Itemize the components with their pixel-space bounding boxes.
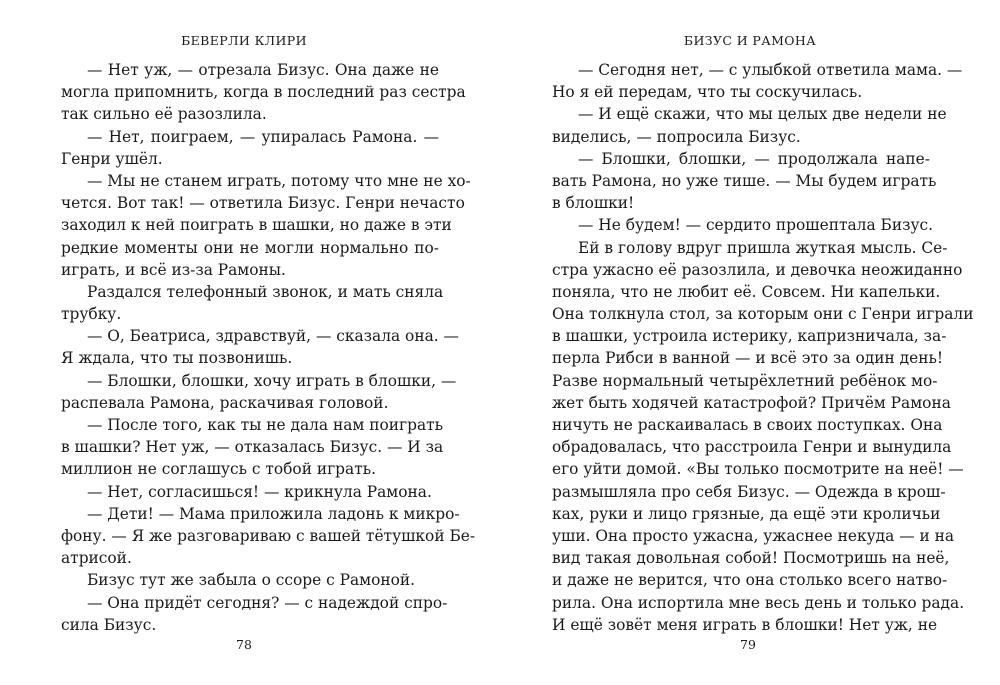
text-line: Но я ей передам, что ты соскучилась. <box>552 83 863 102</box>
text-line: распевала Рамона, раскачивая головой. <box>61 393 389 412</box>
text-line: поняла, что не любит её. Совсем. Ни капельки. <box>552 282 941 301</box>
text-line: и даже не верится, что она столько всего натво- <box>552 571 948 590</box>
text-line: Я ждала, что ты позвонишь. <box>61 349 293 368</box>
text-line: Ей в голову вдруг пришла жуткая мысль. Се- <box>578 238 948 257</box>
text-line: — Дети! — Мама приложила ладонь к микро- <box>87 504 460 523</box>
text-line: — После того, как ты не дала нам поиграть <box>87 416 444 434</box>
text-line: — Блошки, блошки, — продолжала напе- <box>578 149 930 168</box>
text-line: стра ужасно её разозлила, и девочка неожиданно <box>552 260 963 279</box>
text-line: так сильно её разозлила. <box>61 105 267 124</box>
text-line: — Нет, согласишься! — крикнула Рамона. <box>87 482 432 501</box>
text-line: Бизус тут же забыла о ссоре с Рамоной. <box>87 571 416 590</box>
text-line: Генри ушёл. <box>61 149 163 168</box>
text-line: чется. Вот так! — ответила Бизус. Генри нечасто <box>61 194 465 213</box>
text-line: — Нет, поиграем, — упиралась Рамона. — <box>87 127 439 146</box>
right-page-text <box>552 59 974 636</box>
text-line: в блошки! <box>552 194 635 213</box>
text-line: — Сегодня нет, — с улыбкой ответила мама. — <box>578 61 963 79</box>
text-line: трубку. <box>61 305 122 324</box>
text-line: играть, и всё из-за Рамоны. <box>61 260 286 279</box>
text-line: Она толкнула стол, за которым они с Генри играли <box>552 305 974 324</box>
text-line: — Мы не станем играть, потому что мне не хо- <box>87 171 471 190</box>
text-line: обрадовалась, что расстроила Генри и вынудила <box>552 438 952 457</box>
text-line: перла Рибси в ванной — и всё это за один день! <box>552 349 944 368</box>
text-line: уши. Она просто ужасна, ужаснее некуда — и на <box>552 526 955 545</box>
text-line: сила Бизус. <box>61 615 157 634</box>
text-line: заходил к ней поиграть в шашки, но даже в эти <box>61 216 452 235</box>
text-line: атрисой. <box>61 549 132 568</box>
text-line: — Она придёт сегодня? — с надеждой спро- <box>87 593 448 612</box>
text-line: вид такая довольная собой! Посмотришь на неё, <box>552 549 950 568</box>
text-line: И ещё зовёт меня играть в блошки! Нет уж, не <box>552 615 938 634</box>
text-line: могла припомнить, когда в последний раз сестра <box>61 83 466 102</box>
text-line: ничуть не раскаивалась в своих поступках. Она <box>552 416 943 434</box>
right-page <box>500 0 1000 685</box>
text-line: — Блошки, блошки, хочу играть в блошки, — <box>87 371 457 390</box>
running-head-title: БИЗУС И РАМОНА <box>683 33 817 48</box>
text-line: вать Рамона, но уже тише. — Мы будем играть <box>552 171 937 190</box>
left-page-text <box>61 59 476 636</box>
text-line: Раздался телефонный звонок, и мать сняла <box>87 282 444 301</box>
text-line: его уйти домой. «Вы только посмотрите на неё! — <box>552 460 964 479</box>
text-line: редкие моменты они не могли нормально по- <box>61 238 439 257</box>
text-line: фону. — Я же разговариваю с вашей тётушкой Бе- <box>61 526 476 545</box>
text-line: — И ещё скажи, что мы целых две недели не <box>578 105 947 124</box>
text-line: — Нет уж, — отрезала Бизус. Она даже не <box>87 61 439 79</box>
text-line: — Не будем! — сердито прошептала Бизус. <box>578 216 934 235</box>
text-line: — О, Беатриса, здравствуй, — сказала она. — <box>87 327 459 346</box>
text-line: в шашки, устроила истерику, капризничала, за- <box>552 327 947 346</box>
text-line: виделись, — попросила Бизус. <box>552 127 801 146</box>
running-head-author: БЕВЕРЛИ КЛИРИ <box>181 33 307 48</box>
text-line: ках, руки и лицо грязные, да ещё эти кроличьи <box>552 504 941 523</box>
text-line: в шашки? Нет уж, — отказалась Бизус. — И за <box>61 438 444 457</box>
text-line: Разве нормальный четырёхлетний ребёнок мо- <box>552 371 938 390</box>
text-line: рила. Она испортила мне весь день и только рада. <box>552 593 965 612</box>
page-number-right: 79 <box>740 637 756 652</box>
text-line: миллион не соглашусь с тобой играть. <box>61 460 376 479</box>
text-line: жет быть ходячей катастрофой? Причём Рамона <box>552 393 951 412</box>
text-line: размышляла про себя Бизус. — Одежда в крош- <box>552 482 946 501</box>
page-number-left: 78 <box>236 637 252 652</box>
